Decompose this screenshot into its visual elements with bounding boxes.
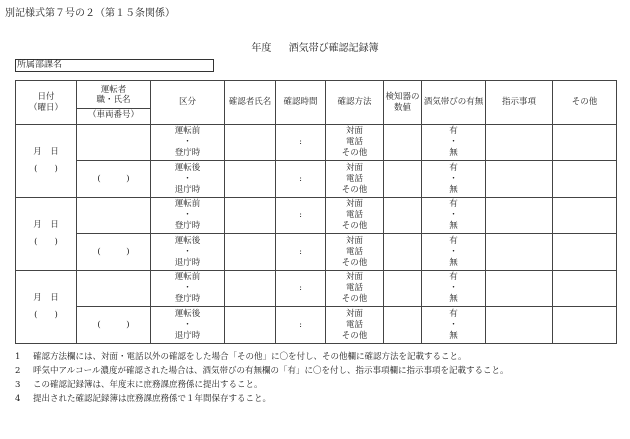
method-cell[interactable]: 対面 電話 その他 — [326, 125, 384, 161]
alcohol-cell[interactable]: 有 ・ 無 — [422, 161, 486, 198]
other-cell[interactable] — [553, 234, 617, 271]
detector-cell[interactable] — [384, 234, 422, 271]
note-item: 2 呼気中アルコール濃度が確認された場合は、酒気帯びの有無欄の「有」に〇を付し、指示事項欄に指示事項を記載すること。 — [15, 366, 509, 376]
date-cell[interactable]: 月 日 ( ) — [16, 271, 77, 344]
header-other: その他 — [553, 81, 617, 125]
driver-cell[interactable] — [77, 198, 151, 234]
title-text: 酒気帯び確認記録簿 — [288, 43, 379, 54]
table-row — [16, 125, 617, 161]
alcohol-cell[interactable]: 有 ・ 無 — [422, 125, 486, 161]
table-row — [16, 234, 617, 271]
time-cell[interactable]: : — [276, 198, 326, 234]
detector-cell[interactable] — [384, 198, 422, 234]
instructions-cell[interactable] — [486, 125, 553, 161]
checker-cell[interactable] — [225, 125, 276, 161]
header-method: 確認方法 — [326, 81, 384, 125]
instructions-cell[interactable] — [486, 198, 553, 234]
table-row — [16, 307, 617, 344]
header-alcohol: 酒気帯びの有無 — [422, 81, 486, 125]
record-table — [15, 80, 617, 344]
other-cell[interactable] — [553, 307, 617, 344]
other-cell[interactable] — [553, 125, 617, 161]
instructions-cell[interactable] — [486, 234, 553, 271]
detector-cell[interactable] — [384, 271, 422, 307]
category-cell: 運転後 ・ 退庁時 — [151, 307, 225, 344]
other-cell[interactable] — [553, 198, 617, 234]
detector-cell[interactable] — [384, 161, 422, 198]
header-category: 区分 — [151, 81, 225, 125]
checker-cell[interactable] — [225, 198, 276, 234]
instructions-cell[interactable] — [486, 307, 553, 344]
category-cell: 運転前 ・ 登庁時 — [151, 198, 225, 234]
method-cell[interactable]: 対面 電話 その他 — [326, 161, 384, 198]
instructions-cell[interactable] — [486, 161, 553, 198]
category-cell: 運転後 ・ 退庁時 — [151, 234, 225, 271]
alcohol-cell[interactable]: 有 ・ 無 — [422, 234, 486, 271]
checker-cell[interactable] — [225, 307, 276, 344]
dept-field[interactable]: 所属部課名 — [15, 59, 214, 72]
vehicle-cell[interactable]: ( ) — [77, 161, 151, 198]
time-cell[interactable]: : — [276, 161, 326, 198]
time-cell[interactable]: : — [276, 234, 326, 271]
vehicle-cell[interactable]: ( ) — [77, 307, 151, 344]
table-row — [16, 271, 617, 307]
header-check-time: 確認時間 — [276, 81, 326, 125]
other-cell[interactable] — [553, 271, 617, 307]
note-item: 4 提出された確認記録簿は庶務課庶務係で１年間保存すること。 — [15, 394, 272, 404]
table-row — [16, 198, 617, 234]
checker-cell[interactable] — [225, 271, 276, 307]
alcohol-cell[interactable]: 有 ・ 無 — [422, 271, 486, 307]
date-cell[interactable]: 月 日 ( ) — [16, 125, 77, 198]
category-cell: 運転前 ・ 登庁時 — [151, 271, 225, 307]
header-detector: 検知器の数値 — [384, 81, 422, 125]
document-title — [0, 39, 630, 54]
header-row — [16, 81, 617, 125]
detector-cell[interactable] — [384, 307, 422, 344]
notes — [15, 350, 509, 406]
driver-cell[interactable] — [77, 125, 151, 161]
header-driver: 運転者 職・氏名 （車両番号） — [77, 81, 151, 125]
other-cell[interactable] — [553, 161, 617, 198]
time-cell[interactable]: : — [276, 125, 326, 161]
alcohol-cell[interactable]: 有 ・ 無 — [422, 307, 486, 344]
method-cell[interactable]: 対面 電話 その他 — [326, 234, 384, 271]
method-cell[interactable]: 対面 電話 その他 — [326, 271, 384, 307]
form-number: 別記様式第７号の２（第１５条関係） — [5, 8, 175, 19]
checker-cell[interactable] — [225, 161, 276, 198]
note-item: 1 確認方法欄には、対面・電話以外の確認をした場合「その他」に〇を付し、その他欄に確認方法を記載すること。 — [15, 352, 467, 362]
table-row — [16, 161, 617, 198]
vehicle-cell[interactable]: ( ) — [77, 234, 151, 271]
category-cell: 運転前 ・ 登庁時 — [151, 125, 225, 161]
alcohol-cell[interactable]: 有 ・ 無 — [422, 198, 486, 234]
year-label: 年度 — [251, 43, 272, 54]
method-cell[interactable]: 対面 電話 その他 — [326, 198, 384, 234]
note-item: 3 この確認記録簿は、年度末に庶務課庶務係に提出すること。 — [15, 380, 263, 390]
header-instructions: 指示事項 — [486, 81, 553, 125]
driver-cell[interactable] — [77, 271, 151, 307]
date-cell[interactable]: 月 日 ( ) — [16, 198, 77, 271]
header-checker: 確認者氏名 — [225, 81, 276, 125]
header-date: 日付 （曜日） — [16, 81, 77, 125]
time-cell[interactable]: : — [276, 307, 326, 344]
instructions-cell[interactable] — [486, 271, 553, 307]
checker-cell[interactable] — [225, 234, 276, 271]
method-cell[interactable]: 対面 電話 その他 — [326, 307, 384, 344]
category-cell: 運転後 ・ 退庁時 — [151, 161, 225, 198]
time-cell[interactable]: : — [276, 271, 326, 307]
detector-cell[interactable] — [384, 125, 422, 161]
